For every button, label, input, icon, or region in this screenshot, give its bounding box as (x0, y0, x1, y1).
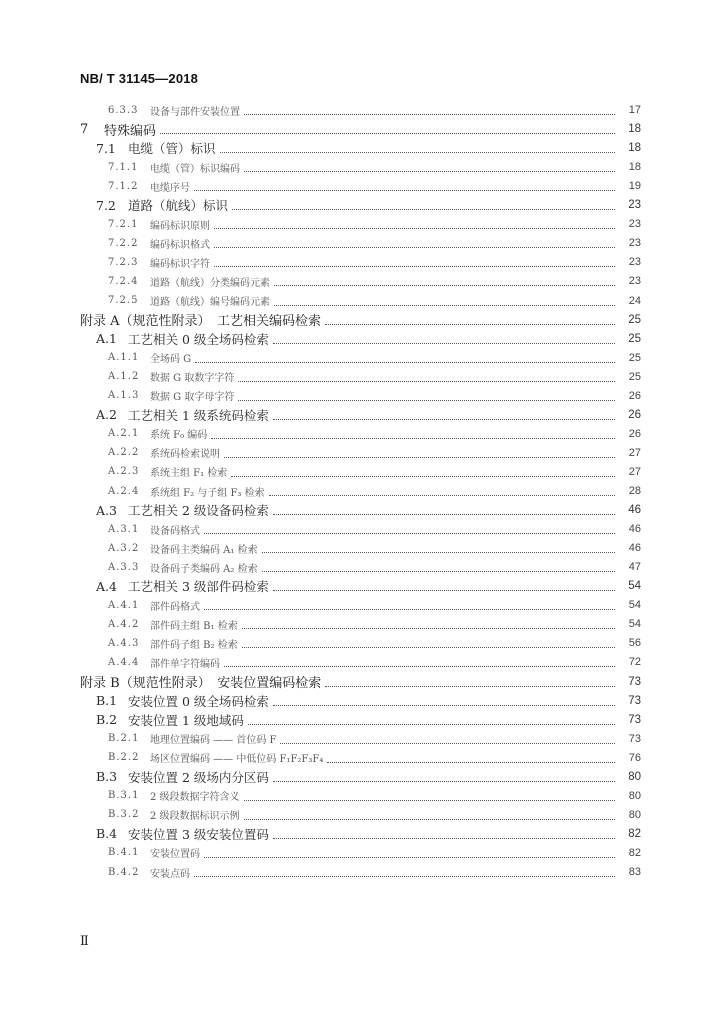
dot-leader (244, 818, 615, 820)
page-number: Ⅱ (80, 934, 89, 949)
toc-entry[interactable] (0, 367, 724, 387)
dot-leader (231, 475, 615, 477)
toc-entry-number: A.1.3 (108, 390, 140, 402)
toc-entry-title: 系统组 F₂ 与子组 F₃ 检索 (150, 487, 265, 499)
toc-entry-page: 73 (628, 713, 641, 726)
toc-entry-page: 73 (628, 675, 641, 688)
toc-entry-page: 80 (628, 770, 641, 783)
toc-entry-number: A.3.1 (108, 523, 140, 535)
toc-entry-title: 工艺相关 3 级部件码检索 (128, 579, 269, 595)
toc-entry-number: 7.1.2 (108, 180, 139, 192)
toc-entry-title: 系统码检索说明 (150, 449, 220, 461)
toc-entry[interactable] (0, 614, 724, 634)
toc-entry-page: 26 (628, 389, 641, 402)
toc-entry-title: 安装点码 (150, 868, 190, 880)
toc-entry-page: 28 (628, 485, 641, 497)
toc-entry-title: 2 级段数据标识示例 (150, 811, 240, 823)
dot-leader (262, 570, 615, 572)
toc-entry-number: 附录 A (80, 314, 120, 330)
toc-entry-page: 46 (628, 542, 641, 555)
toc-entry[interactable] (0, 329, 724, 349)
toc-entry-number: A.1.1 (108, 352, 140, 364)
toc-entry-title: 2 级段数据字符含义 (150, 792, 240, 804)
dot-leader (204, 856, 615, 858)
standard-code-header: NB/ T 31145—2018 (80, 71, 199, 86)
toc-entry-page: 46 (628, 504, 641, 517)
toc-entry-title: 特殊编码 (104, 123, 157, 139)
toc-entry-title: 部件码主组 B₁ 检索 (150, 620, 238, 632)
toc-entry[interactable] (0, 500, 724, 520)
toc-entry-title: 安装位置 0 级全场码检索 (128, 693, 269, 709)
toc-entry-title: 道路（航线）标识 (128, 198, 229, 214)
toc-entry-number: 7.2.5 (108, 295, 139, 306)
toc-entry-number: 7.1.1 (108, 161, 139, 173)
toc-entry-number: A.2.1 (108, 428, 140, 440)
toc-entry[interactable] (0, 710, 724, 730)
dot-leader (194, 189, 615, 191)
toc-entry[interactable] (0, 691, 724, 711)
toc-entry-number: 7 (80, 121, 89, 137)
toc-entry-number: A.3.2 (108, 542, 140, 554)
toc-entry-title: 工艺相关 0 级全场码检索 (128, 331, 269, 347)
toc-entry-title: 数据 G 取字母字符 (150, 392, 235, 404)
toc-entry-number: B.4.1 (108, 847, 140, 859)
dot-leader (232, 208, 615, 210)
toc-entry-title: 部件码子组 B₂ 检索 (150, 639, 238, 651)
toc-entry-page: 46 (628, 523, 641, 536)
toc-entry-number: A.1 (96, 331, 117, 347)
toc-entry-number: B.3.1 (108, 790, 140, 802)
toc-entry-title: 安装位置 1 级地域码 (128, 712, 244, 728)
toc-entry[interactable] (0, 652, 724, 672)
toc-entry-title: 电缆序号 (150, 182, 190, 194)
toc-entry-number: B.3 (96, 769, 118, 785)
toc-entry-page: 82 (628, 846, 641, 859)
toc-entry-number: A.3.3 (108, 561, 140, 573)
toc-entry-title: 设备码主类编码 A₁ 检索 (150, 544, 258, 556)
toc-entry-title: 编码标识格式 (150, 239, 210, 251)
toc-entry[interactable] (0, 595, 724, 615)
toc-entry-number: A.1.2 (108, 371, 140, 383)
dot-leader (160, 132, 615, 134)
toc-entry[interactable] (0, 214, 724, 234)
dot-leader (244, 170, 615, 172)
toc-entry-number: 7.2.2 (108, 237, 139, 249)
toc-entry-title: 编码标识字符 (150, 258, 210, 270)
dot-leader (242, 627, 615, 629)
dot-leader (211, 437, 615, 439)
toc-entry-title: 设备码子类编码 A₂ 检索 (150, 563, 258, 575)
toc-entry-page: 82 (628, 827, 641, 840)
toc-entry[interactable] (0, 405, 724, 425)
toc-entry-number: B.2 (96, 712, 118, 728)
dot-leader (238, 399, 615, 401)
toc-entry[interactable] (0, 462, 724, 482)
toc-entry-number: 7.2.1 (108, 218, 139, 230)
toc-entry[interactable] (0, 176, 724, 196)
toc-entry-page: 25 (628, 351, 641, 364)
toc-entry-number: A.2.3 (108, 466, 140, 478)
toc-entry[interactable] (0, 576, 724, 596)
toc-entry-number: A.2.2 (108, 447, 140, 459)
toc-entry-page: 54 (628, 580, 641, 593)
dot-leader (224, 456, 615, 458)
toc-entry[interactable] (0, 386, 724, 406)
toc-entry[interactable] (0, 100, 724, 120)
toc-entry-number: 附录 B (80, 676, 120, 691)
toc-entry-page: 18 (628, 123, 641, 136)
toc-entry-title: 电缆（管）标识编码 (150, 163, 240, 175)
toc-entry-title: 地理位置编码 —— 首位码 F (150, 735, 277, 747)
toc-entry-page: 54 (628, 599, 641, 612)
toc-entry-number: B.2.1 (108, 733, 140, 745)
toc-entry-title: 部件码格式 (150, 601, 200, 613)
dot-leader (220, 151, 615, 153)
dot-leader (204, 532, 615, 534)
toc-entry-title: 设备与部件安装位置 (150, 106, 240, 118)
toc-entry-number: B.1 (96, 693, 118, 709)
toc-entry-title: 工艺相关 1 级系统码检索 (128, 407, 269, 423)
toc-entry-title: （规范性附录） 工艺相关编码检索 (119, 314, 322, 330)
toc-entry-number: A.3 (96, 502, 117, 518)
toc-entry-page: 72 (628, 656, 641, 669)
dot-leader (273, 780, 615, 782)
toc-entry-page: 17 (628, 104, 641, 116)
toc-entry-number: A.2 (96, 407, 117, 423)
toc-entry-title: 安装位置码 (150, 849, 200, 861)
toc-entry-number: A.4.3 (108, 637, 140, 649)
toc-entry[interactable] (0, 195, 724, 215)
toc-entry-title: 安装位置 2 级场内分区码 (128, 769, 269, 785)
toc-entry-title: 道路（航线）分类编码元素 (150, 277, 270, 289)
toc-entry-title: 场区位置编码 —— 中低位码 F₁F₂F₃F₄ (150, 754, 324, 766)
toc-entry-title: 系统主组 F₁ 检索 (150, 468, 228, 480)
toc-entry-number: 7.2.3 (108, 256, 139, 268)
toc-entry-number: 7.2 (96, 197, 116, 213)
toc-entry[interactable] (0, 481, 724, 501)
toc-entry[interactable] (0, 271, 724, 291)
toc-entry-title: 电缆（管）标识 (128, 141, 216, 157)
dot-leader (262, 551, 615, 553)
toc-entry-page: 73 (628, 694, 641, 707)
toc-entry[interactable] (0, 443, 724, 463)
toc-entry[interactable] (0, 233, 724, 253)
toc-entry-number: 7.2.4 (108, 275, 139, 287)
toc-entry-title: （规范性附录） 安装位置编码检索 (119, 676, 322, 691)
toc-entry-number: B.4.2 (108, 866, 140, 878)
toc-entry-page: 18 (628, 142, 641, 155)
dot-leader (204, 608, 615, 610)
toc-entry[interactable] (0, 672, 724, 692)
dot-leader (248, 723, 615, 725)
toc-entry-page: 80 (628, 789, 641, 802)
toc-entry[interactable] (0, 748, 724, 768)
toc-entry[interactable] (0, 843, 724, 863)
toc-entry-page: 76 (628, 751, 641, 764)
dot-leader (214, 265, 615, 267)
toc-entry-number: A.2.4 (108, 485, 140, 497)
toc-entry-page: 25 (628, 370, 641, 383)
toc-entry[interactable] (0, 805, 724, 825)
toc-entry-page: 25 (628, 332, 641, 345)
toc-entry[interactable] (0, 538, 724, 558)
toc-entry-number: B.2.2 (108, 752, 140, 764)
toc-entry-page: 18 (628, 161, 641, 174)
toc-entry[interactable] (0, 157, 724, 177)
toc-entry-page: 23 (628, 199, 641, 212)
toc-entry-page: 56 (628, 637, 641, 650)
toc-entry-page: 23 (628, 218, 641, 231)
toc-entry-title: 全场码 G (150, 354, 192, 366)
toc-entry-title: 编码标识原则 (150, 220, 210, 232)
toc-entry[interactable] (0, 786, 724, 806)
dot-leader (224, 665, 615, 667)
dot-leader (242, 646, 615, 648)
toc-entry-page: 54 (628, 618, 641, 631)
dot-leader (269, 494, 615, 496)
dot-leader (273, 513, 615, 515)
toc-entry-page: 26 (628, 408, 641, 421)
dot-leader (273, 589, 615, 591)
toc-entry-title: 系统 F₀ 编码 (150, 430, 208, 442)
dot-leader (195, 361, 615, 363)
dot-leader (238, 380, 615, 382)
toc-entry[interactable] (0, 310, 724, 330)
toc-entry-page: 83 (628, 866, 641, 878)
toc-entry-number: 7.1 (96, 140, 116, 156)
dot-leader (274, 284, 615, 286)
toc-entry[interactable] (0, 729, 724, 749)
toc-entry-page: 27 (628, 446, 641, 459)
dot-leader (274, 304, 615, 306)
toc-entry[interactable] (0, 633, 724, 653)
toc-entry-title: 数据 G 取数字字符 (150, 373, 235, 385)
toc-entry-page: 23 (628, 275, 641, 288)
dot-leader (325, 685, 615, 687)
dot-leader (273, 418, 615, 420)
toc-entry-number: B.4 (96, 826, 118, 842)
toc-entry-page: 24 (628, 294, 641, 307)
toc-entry-page: 80 (628, 808, 641, 821)
dot-leader (280, 742, 615, 744)
toc-entry-page: 25 (628, 313, 641, 326)
toc-entry-title: 工艺相关 2 级设备码检索 (128, 503, 269, 519)
toc-entry-number: A.4.1 (108, 599, 140, 611)
toc-entry-page: 23 (628, 237, 641, 250)
toc-entry-page: 23 (628, 256, 641, 269)
dot-leader (214, 246, 615, 248)
dot-leader (214, 227, 615, 229)
toc-entry-title: 设备码格式 (150, 525, 200, 537)
toc-entry-page: 73 (628, 732, 641, 745)
toc-entry-number: 6.3.3 (108, 104, 139, 116)
toc-entry[interactable] (0, 138, 724, 158)
toc-entry-title: 道路（航线）编号编码元素 (150, 297, 270, 308)
toc-entry[interactable] (0, 291, 724, 311)
dot-leader (273, 704, 615, 706)
dot-leader (244, 113, 615, 115)
toc-entry-page: 19 (628, 180, 641, 193)
toc-entry-title: 部件单字符编码 (150, 658, 220, 670)
toc-entry[interactable] (0, 424, 724, 444)
toc-entry[interactable] (0, 519, 724, 539)
toc-entry[interactable] (0, 767, 724, 787)
toc-entry[interactable] (0, 824, 724, 844)
toc-entry[interactable] (0, 862, 724, 882)
toc-entry[interactable] (0, 119, 724, 139)
toc-entry-number: A.4.4 (108, 656, 140, 668)
dot-leader (273, 837, 615, 839)
toc-entry-number: A.4 (96, 578, 117, 594)
toc-entry-page: 27 (628, 465, 641, 478)
toc-entry-number: A.4.2 (108, 618, 140, 630)
dot-leader (244, 799, 615, 801)
dot-leader (194, 875, 615, 877)
dot-leader (325, 323, 615, 325)
toc-entry-page: 26 (628, 427, 641, 440)
toc-entry-page: 47 (628, 561, 641, 574)
toc-entry-title: 安装位置 3 级安装位置码 (128, 826, 269, 842)
toc-entry[interactable] (0, 557, 724, 577)
toc-entry-number: B.3.2 (108, 809, 140, 821)
dot-leader (273, 342, 615, 344)
dot-leader (327, 761, 615, 763)
toc-entry[interactable] (0, 348, 724, 368)
toc-entry[interactable] (0, 252, 724, 272)
